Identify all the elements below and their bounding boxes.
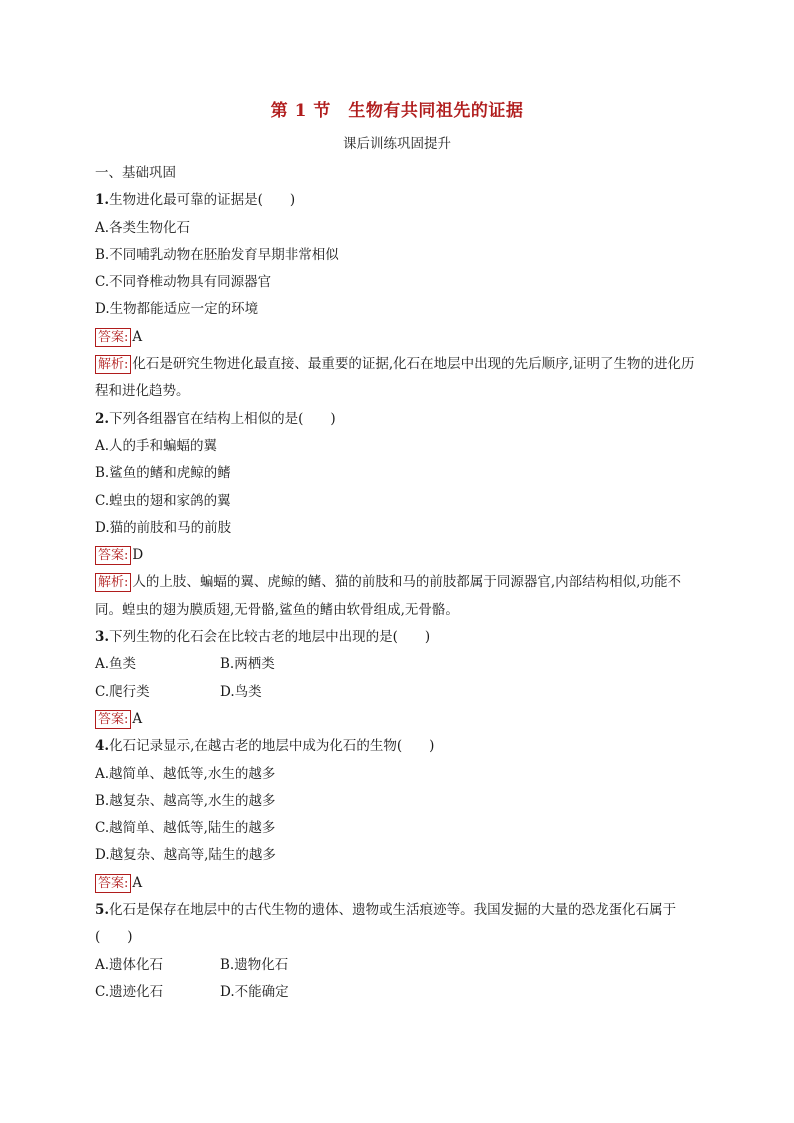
option: A.越简单、越低等,水生的越多 [95, 765, 276, 782]
section-heading: 一、基础巩固 [95, 165, 176, 181]
answer-line [95, 870, 700, 897]
option: A.人的手和蝙蝠的翼 [95, 437, 218, 454]
question-text: 化石是保存在地层中的古代生物的遗体、遗物或生活痕迹等。我国发掘的大量的恐龙蛋化石属于( ) [95, 902, 677, 946]
question-5 [95, 897, 700, 952]
explain-text: 人的上肢、蝙蝠的翼、虎鲸的鳍、猫的前肢和马的前肢都属于同源器官,内部结构相似,功能不同。蝗虫的翅为膜质翅,无骨骼,鲨鱼的鳍由软骨组成,无骨骼。 [95, 574, 681, 618]
explain-tag: 解析: [95, 573, 131, 592]
question-text: 下列各组器官在结构上相似的是( ) [109, 410, 336, 427]
explain-line [95, 569, 700, 624]
option: C.越简单、越低等,陆生的越多 [95, 820, 276, 837]
option-row [95, 952, 700, 979]
option: A.鱼类 [95, 656, 137, 673]
explain-line [95, 351, 700, 406]
answer-value: D [132, 547, 144, 564]
page-title: 第 1 节 生物有共同祖先的证据 [270, 101, 524, 121]
option: B.遗物化石 [220, 956, 289, 973]
option: D.猫的前肢和马的前肢 [95, 519, 232, 536]
option: C.不同脊椎动物具有同源器官 [95, 274, 272, 291]
question-number: 2. [95, 410, 110, 427]
answer-tag: 答案: [95, 328, 131, 347]
question-2 [95, 406, 700, 433]
option: A.遗体化石 [95, 956, 164, 973]
question-text: 生物进化最可靠的证据是( ) [109, 192, 296, 209]
question-3 [95, 624, 700, 651]
answer-line [95, 324, 700, 351]
option-row [95, 679, 700, 706]
question-4 [95, 733, 700, 760]
option: D.生物都能适应一定的环境 [95, 301, 259, 318]
question-number: 3. [95, 629, 110, 646]
question-text: 下列生物的化石会在比较古老的地层中出现的是( ) [109, 629, 431, 646]
option-row [95, 979, 700, 1006]
option: C.爬行类 [95, 683, 150, 700]
explain-text: 化石是研究生物进化最直接、最重要的证据,化石在地层中出现的先后顺序,证明了生物的进化历程和进化趋势。 [95, 356, 695, 400]
answer-line [95, 706, 700, 733]
option-row [95, 651, 700, 678]
question-number: 5. [95, 902, 110, 919]
option: D.鸟类 [220, 683, 262, 700]
answer-value: A [132, 710, 143, 727]
answer-tag: 答案: [95, 874, 131, 893]
answer-tag: 答案: [95, 710, 131, 729]
option: C.蝗虫的翅和家鸽的翼 [95, 492, 231, 509]
answer-tag: 答案: [95, 546, 131, 565]
question-1 [95, 187, 700, 214]
question-text: 化石记录显示,在越古老的地层中成为化石的生物( ) [109, 738, 435, 755]
explain-tag: 解析: [95, 355, 131, 374]
answer-value: A [132, 874, 143, 891]
question-number: 4. [95, 738, 110, 755]
answer-value: A [132, 328, 143, 345]
option: B.两栖类 [220, 656, 275, 673]
option: B.越复杂、越高等,水生的越多 [95, 792, 276, 809]
option: B.不同哺乳动物在胚胎发育早期非常相似 [95, 246, 339, 263]
option: D.不能确定 [220, 983, 289, 1000]
answer-line [95, 542, 700, 569]
content [95, 160, 700, 1006]
page-subtitle: 课后训练巩固提升 [343, 136, 451, 152]
option: C.遗迹化石 [95, 983, 164, 1000]
option: A.各类生物化石 [95, 219, 191, 236]
option: D.越复杂、越高等,陆生的越多 [95, 847, 276, 864]
option: B.鲨鱼的鳍和虎鲸的鳍 [95, 465, 231, 482]
question-number: 1. [95, 192, 110, 209]
